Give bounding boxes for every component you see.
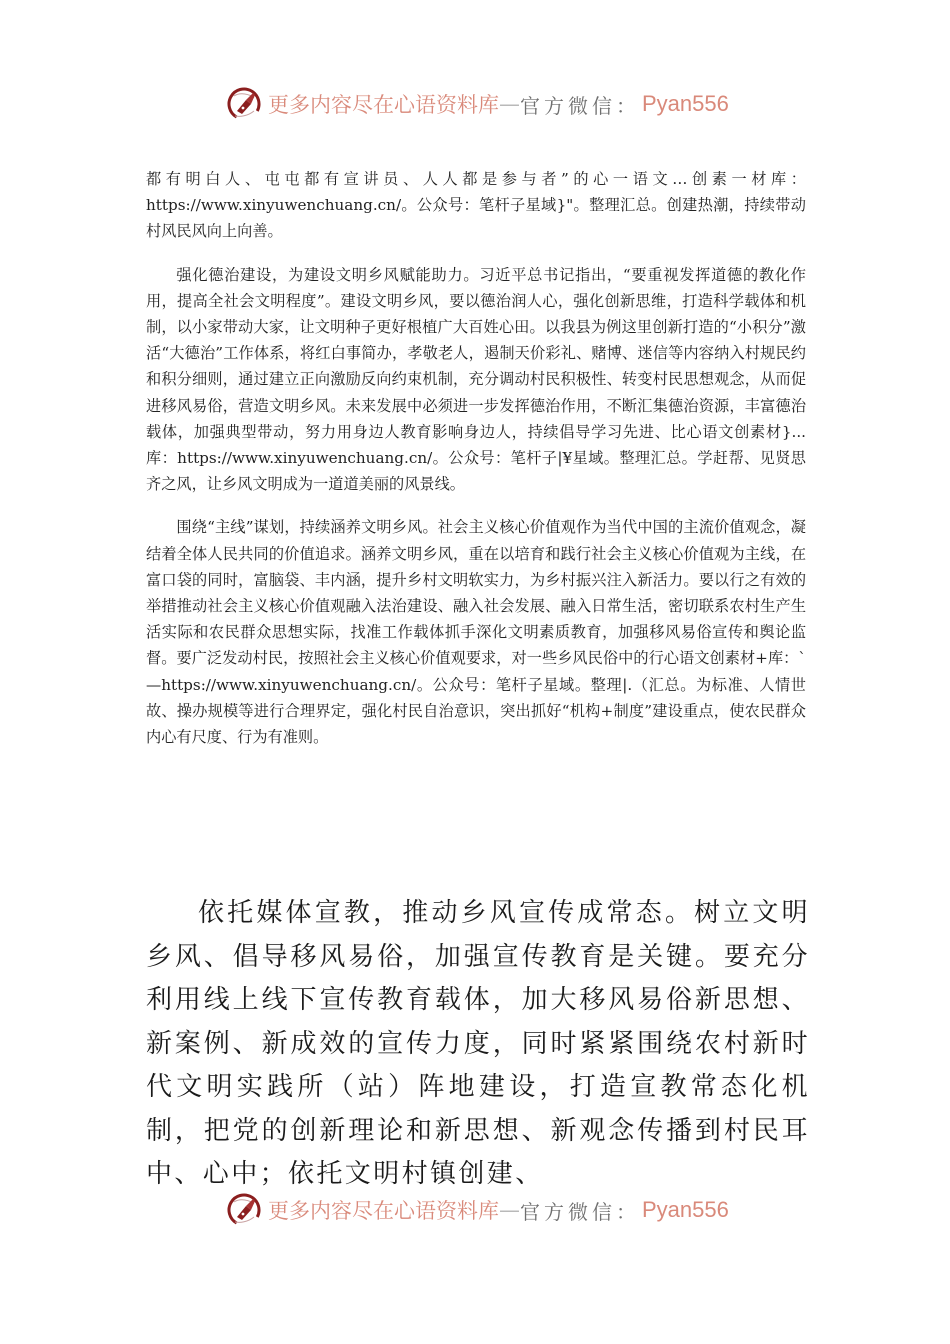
document-body [146, 166, 806, 767]
banner-main-text: 更多内容尽在心语资料库 [268, 1199, 499, 1223]
banner-dash: — [499, 1198, 520, 1222]
banner-main-text: 更多内容尽在心语资料库 [268, 93, 499, 117]
banner-wechat-label: 官方微信： [520, 93, 640, 118]
pen-nib-logo-icon [226, 86, 262, 122]
large-paragraph: 依托媒体宣教，推动乡风宣传成常态。树立文明乡风、倡导移风易俗，加强宣传教育是关键。要充分利用线上线下宣传教育载体，加大移风易俗新思想、新案例、新成效的宣传力度，同时紧紧围绕农村新时代文明实践所（站）阵地建设，打造宣教常态化机制，把党的创新理论和新思想、新观念传播到村民耳中、心中；依托文明村镇创建、 [146, 898, 810, 1189]
pen-nib-logo-icon [226, 1192, 262, 1228]
footer-banner [226, 1188, 729, 1232]
banner-wechat-id: Pyan556 [642, 1197, 729, 1222]
header-banner [226, 82, 729, 126]
banner-wechat-label: 官方微信： [520, 1199, 640, 1224]
banner-dash: — [499, 92, 520, 116]
paragraph-3: 围绕“主线”谋划，持续涵养文明乡风。社会主义核心价值观作为当代中国的主流价值观念，凝结着全体人民共同的价值追求。涵养文明乡风，重在以培育和践行社会主义核心价值观为主线，在富口袋的同时，富脑袋、丰内涵，提升乡村文明软实力，为乡村振兴注入新活力。要以行之有效的举措推动社会主义核心价值观融入法治建设、融入社会发展、融入日常生活，密切联系农村生产生活实际和农民群众思想实际，找准工作载体抓手深化文明素质教育，加强移风易俗宣传和舆论监督。要广泛发动村民，按照社会主义核心价值观要求，对一些乡风民俗中的行心语文创素材+库：`—https://www.xinyuwenchuang.cn/。公众号：笔杆子星域。整理|.（汇总。为标准、人情世故、操办规模等进行合理界定，强化村民自治意识，突出抓好“机构+制度”建设重点，使农民群众内心有尺度、行为有准则。 [146, 518, 806, 747]
paragraph-1: 都有明白人、屯屯都有宣讲员、人人都是参与者”的心一语文…创素一材库：https://www.xinyuwenchuang.cn/。公众号：笔杆子星域}"。整理汇总。创建热潮，持续带动村风民风向上向善。 [146, 170, 806, 241]
banner-wechat-id: Pyan556 [642, 91, 729, 116]
paragraph-2: 强化德治建设，为建设文明乡风赋能助力。习近平总书记指出，“要重视发挥道德的教化作用，提高全社会文明程度”。建设文明乡风，要以德治润人心，强化创新思维，打造科学载体和机制，以小家带动大家，让文明种子更好根植广大百姓心田。以我县为例这里创新打造的“小积分”激活“大德治”工作体系，将红白事简办，孝敬老人，遏制天价彩礼、赌博、迷信等内容纳入村规民约和积分细则，通过建立正向激励反向约束机制，充分调动村民积极性、转变村民思想观念，从而促进移风易俗，营造文明乡风。未来发展中必须进一步发挥德治作用，不断汇集德治资源，丰富德治载体，加强典型带动，努力用身边人教育影响身边人，持续倡导学习先进、比心语文创素材}...库：https://www.xinyuwenchuang.cn/。公众号：笔杆子|¥星域。整理汇总。学赶帮、见贤思齐之风，让乡风文明成为一道道美丽的风景线。 [146, 265, 806, 494]
